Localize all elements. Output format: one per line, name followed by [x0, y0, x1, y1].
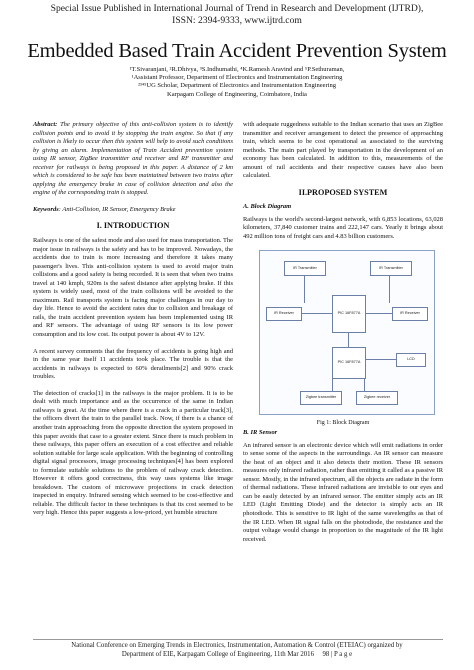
- abstract-label: Abstract:: [33, 121, 58, 128]
- affiliation-3: Karpagam College of Engineering, Coimbatore, India: [167, 90, 307, 98]
- block-pic-top: PIC 16F877A: [332, 295, 366, 333]
- abstract: [33, 121, 233, 198]
- wire-left-tx: [304, 275, 305, 303]
- footer-line1: National Conference on Emerging Trends in Electronics, Instrumentation, Automation & Control (ETEIAC) organized by: [71, 642, 403, 649]
- intro-paragraph-3: The detection of cracks[1] in the railways is the major problem. It is to be dealt with much importance and as the occurrence of the same in Indian railways is great. At the time where there is a crack in a particular track[3], the officers divert the train to the parallel track. Now, if there is a chance of another train approaching from the opposite direction the system proposed in this paper avoids that case to a greater extent. Since there is much problem in these railways, this paper offers an execution of a cost effective and reliable solution suitable for large scale application. With the beginning of controlling digital signal processors, image processing techniques[4] has been explored to formulate suitable solutions to the problem of railway crack detection. However it offers good correctness, this way uses systems like image breakdown. The custom of microwave projections in crack detection inspected in enquiry. Infrared sensing which seemed to be cost-effective and reliable. The difficult factor in these techniques is that its cost seemed to be very high. Hence this paper suggests a low-priced, yet humble structure: [33, 389, 233, 517]
- wire-rx-right: [364, 313, 392, 314]
- wire-pic-link: [348, 331, 349, 347]
- wire-zigbee-left: [332, 377, 333, 391]
- wire-right-tx: [389, 275, 390, 303]
- paper-title: Embedded Based Train Accident Prevention System: [27, 40, 447, 62]
- affiliation-2: ²³⁴⁵UG Scholar, Department of Electronics and Instrumentation Engineering: [137, 82, 337, 90]
- wire-lcd: [364, 359, 396, 360]
- right-paragraph-3: An infrared sensor is an electronic device which will emit radiations in order to sense some of the aspects in the surroundings. An IR sensor can measure the heat of an object and it also detects their motion. These IR sensors measures only infrared radiation, rather than emitting it called as a passive IR sensor. Mostly, in the infrared spectrum, all the objects are radiate in the form of thermal radiations. These infrared radiations are invisible to our eyes and can be easily detected by an infrared sensor. The emitter simply acts an IR LED (Light Emitting Diode) and the detector is simply acts an IR photodiode. This is sensitive to IR light of the same wavelengths as that of the IR LED. When IR signal falls on the photodiode, the resistance and the output voltage would change in proportion to the magnitude of the IR light received.: [243, 441, 443, 543]
- wire-rx-left: [300, 313, 332, 314]
- footer-rule: [33, 639, 443, 640]
- block-lcd: LCD: [396, 353, 426, 367]
- block-diagram: [259, 250, 435, 415]
- journal-header-line1: Special Issue Published in International Journal of Trend in Research and Development (IJTRD),: [50, 3, 424, 14]
- author-names: ¹T.Sivaranjani, ²R.Dhivya, ³S.Indhumathi, ⁴K.Ramesh Aravind and ⁵P.Sethuraman,: [129, 66, 345, 73]
- journal-header-line2: ISSN: 2394-9333, www.ijtrd.com: [172, 14, 302, 26]
- intro-paragraph-1: Railways is one of the safest mode and also used for mass transportation. The major issue in railways is the safety and has to be improved. Nowadays, the accidents due to train is more increasing and therefore it takes many passenger's lives. This anti-collision system is used to avoid major train collisions and a good safety is being recorded. It is seen that when two trains travel at 140 kmph, 920m is the safest distance after applying brake. If this system is widely used, most of the train collisions will be avoided to the maximum. Rail transports system is facing major challenges in our day to day life. Hence to avoid the accident rates due to collision and breakage of rails, the train accident prevention system has been implemented using IR and RF sensors. The advantage of using RF sensors is its low power consumption and its low cost. Its output power is about 4V to 12V.: [33, 237, 233, 339]
- page-footer: [10, 642, 464, 659]
- keywords-label: Keywords: [33, 205, 59, 213]
- block-ir-receiver-left: IR Receiver: [266, 307, 302, 321]
- author-block: [40, 66, 434, 99]
- page-number: 98 | P a g e: [322, 650, 353, 658]
- block-pic-bottom: PIC 16F877A: [332, 347, 366, 379]
- footer-line2-wrap: [10, 651, 464, 660]
- figure-caption: Fig 1: Block Diagram: [316, 419, 370, 426]
- section-heading-proposed-system: II.PROPOSED SYSTEM: [298, 187, 388, 197]
- subheading-ir-sensor: B. IR Sensor: [243, 429, 278, 437]
- wire-zigbee-right: [364, 377, 365, 391]
- block-zigbee-transmitter: Zigbee transmitter: [300, 391, 342, 405]
- footer-line2: Department of EIE, Karpagam College of Engineering, 11th Mar 2016: [121, 650, 314, 658]
- block-zigbee-receiver: Zigbee receiver: [356, 391, 398, 405]
- journal-header: [10, 3, 464, 26]
- block-ir-transmitter-right: IR Transmitter: [370, 261, 412, 276]
- block-ir-receiver-right: IR Receiver: [392, 307, 428, 321]
- keywords-text: : Anti-Collision, IR Sensor, Emergency Brake: [58, 205, 176, 213]
- subheading-block-diagram: A. Block Diagram: [243, 203, 292, 211]
- intro-paragraph-2: A recent survey comments that the frequency of accidents is going high and in the same year itself 11 accidents took place. The trouble is that the accidents in railways is expected to 60% derailments[2] and 90% crack troubles.: [33, 347, 233, 381]
- abstract-text: The primary objective of this anti-collision system is to identify collision points and to avoid it by stopping the train engine. So that if any collision is likely to occur then this system will help to avoid such conditions by giving an alarm. Implementation of Train Accident prevention system using IR sensor, ZigBee transmitter and receiver and RF transmitter and receiver for railways is being proposed in this paper. A distance of 2 km which is considered to be safe has been maintained between two trains after applying the emergency brake in case of collision detection and also the engine of the corresponding train is stopped.: [33, 121, 233, 197]
- keywords: [33, 206, 233, 215]
- right-paragraph-2: Railways is the world's second-largest network, with 6,853 locations, 63,028 kilometers, 37,840 customer trains and 222,147 cars. Yearly it brings about 492 million tons of freight cars and 4.83 billion customers.: [243, 215, 443, 241]
- right-paragraph-1: with adequate ruggedness suitable to the Indian scenario that uses an ZigBee transmitter and receiver arrangement to detect the presence of approaching train, which seems to be cost operational as associated to the surviving methods. The main part played by transportation in the development of an economy has been calculated. In addition to this, measurements of the amount of rail accidents and their respective causes have also been calculated.: [243, 121, 443, 180]
- left-column: [33, 121, 233, 526]
- block-ir-transmitter-left: IR Transmitter: [284, 261, 326, 276]
- section-heading-introduction: I. INTRODUCTION: [96, 221, 170, 231]
- affiliation-1: ¹Assistant Professor, Department of Electronics and Instrumentation Engineering: [131, 74, 343, 82]
- right-column: [243, 121, 443, 552]
